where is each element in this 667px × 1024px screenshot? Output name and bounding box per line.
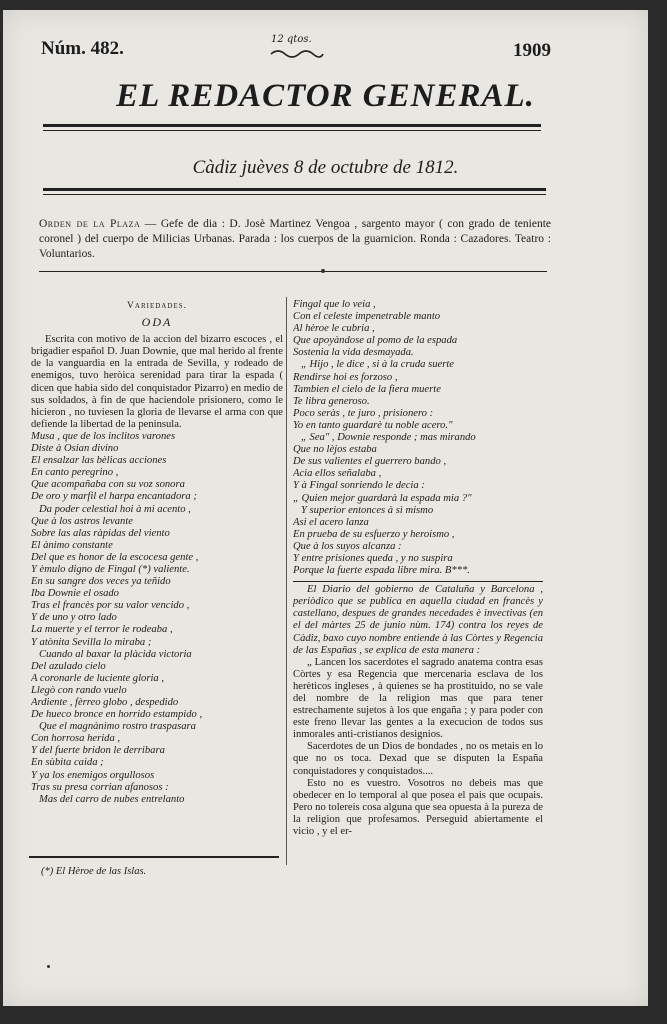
right-verse-line: De sus valientes el guerrero bando , (293, 456, 447, 468)
right-verse-line: En prueba de su esfuerzo y heroismo , (293, 528, 455, 540)
right-verse-line: Tambien el cielo de la fiera muerte (293, 383, 441, 395)
divider-dot (321, 269, 325, 273)
section-variedades: Variedades. (127, 301, 187, 311)
left-verse-line: Y èmulo digno de Fingal (*) valiente. (31, 563, 190, 575)
right-verse-line: Te libra generoso. (293, 395, 370, 407)
right-verse-line: „ Sea" , Downie responde ; mas mirando (301, 432, 476, 444)
left-verse-line: El ensalzar las bèlicas acciones (31, 455, 167, 467)
right-verse-line: „ Quien mejor guardarà la espada mia ?" (293, 492, 472, 504)
right-verse-line: Asi el acero lanza (293, 516, 369, 528)
masthead-rule-thick (43, 124, 541, 127)
dateline: Càdiz juèves 8 de octubre de 1812. (192, 157, 459, 178)
left-verse-line: De oro y marfil el harpa encantadora ; (31, 491, 197, 503)
section-divider (39, 271, 547, 272)
orden-de-la-plaza (39, 217, 551, 262)
newspaper-page (3, 10, 648, 1006)
left-verse-line: Que à los astros levante (31, 515, 134, 527)
left-verse-line: Da poder celestial hoi à mi acento , (39, 503, 191, 515)
left-verse-line: Con horrosa herida , (31, 733, 121, 745)
right-verse-line: Que à los suyos alcanza : (293, 540, 402, 552)
page-mark-dot (47, 965, 50, 968)
right-verse-line: Poco seràs , te juro , prisionero : (293, 407, 434, 419)
right-verse-line: Rendirse hoi es forzoso , (293, 371, 398, 383)
right-verse-line: Yo en tanto guardarè tu noble acero." (293, 419, 453, 431)
left-column (31, 300, 283, 806)
right-verse-line: Con el celeste impenetrable manto (293, 311, 441, 323)
left-verses (31, 431, 283, 806)
right-verse-line: Y superior entonces à sì mismo (301, 504, 434, 516)
dateline-rule-thin (43, 194, 546, 195)
left-verse-line: Del que es honor de la escocesa gente , (31, 551, 199, 563)
quote-paragraph: Esto no es vuestro. Vosotros no debeis mas que obedecer en lo temporal al que posea el pais que ocupais. Pero no tolereis cosa alguna que sea opuesta à la pureza de la religion que profesamos. Perseguid abiertamente el vicio , y el er- (293, 777, 543, 838)
ornament-squiggle-icon (269, 48, 325, 60)
right-verse-line: Que no lèjos estaba (293, 444, 377, 456)
dateline-rule-thick (43, 188, 546, 191)
left-verse-line: A coronarle de luciente gloria , (31, 672, 164, 684)
right-verse-line: Sostenia la vida desmayada. (293, 347, 414, 359)
price-note: 12 qtos. (271, 34, 312, 45)
right-column (293, 299, 543, 838)
newspaper-title: EL REDACTOR GENERAL. (116, 78, 535, 114)
left-verse-line: El ànimo constante (31, 539, 113, 551)
left-verse-line: Y atònita Sevilla lo miraba ; (31, 636, 152, 648)
left-verse-line: En su sangre dos veces ya teñido (31, 576, 171, 588)
left-verse-line: Mas del carro de nubes entrelanto (39, 793, 185, 805)
left-verse-line: Tras el francès por su valor vencido , (31, 600, 190, 612)
column-divider (286, 297, 287, 865)
masthead-rule-thin (43, 130, 541, 131)
left-verse-line: La muerte y el terror le rodeaba , (31, 624, 173, 636)
left-verse-line: Sobre las alas ràpidas del viento (31, 527, 170, 539)
left-verse-line: Diste à Osian divino (31, 443, 119, 455)
left-verse-line: Cuando al baxar la plàcida victoria (39, 648, 192, 660)
page-number: 1909 (513, 40, 551, 61)
oda-intro: Escrita con motivo de la accion del bizarro escoces , el brigadier español D. Juan Downie, que mal herido al frente de la vanguardia en la entrada de Sevilla, y rodeado de enemigos, tuvo heròica serenidad para tirar la espada ( dicen que habia sido del conquistador Pizarro) en medio de sus soldados, à fin de que haciendole prisionero, como le hicieron , no tuviesen la gloria de llevarse el arma con que defiende la libertad de la peninsula. (31, 334, 283, 430)
left-verse-line: Llegò con rando vuelo (31, 684, 127, 696)
left-verse-line: Musa , que de los inclitos varones (31, 430, 176, 442)
right-verse-line: Y entre prisiones queda , y no suspira (293, 552, 453, 564)
diario-paragraph: El Diario del gobierno de Cataluña y Barcelona , periòdico que se publica en aquella ciudad en francès y castellano, despues de grandes necedades è invectivas (en el del màrtes 25 de junio nùm. 174) contra los reyes de Càdiz, baxo cuyo nombre entiende à las Còrtes y Regencia de las Españas , se explica de esta manera : (293, 584, 543, 656)
oda-title: ODA (141, 315, 173, 330)
right-verse-line: Porque la fuerte espada libre mira. B***. (293, 565, 470, 577)
right-verses (293, 299, 543, 577)
orden-label: Orden de la Plaza (39, 218, 141, 230)
left-verse-line: Tras su presa corrian afanosos : (31, 781, 169, 793)
right-verse-line: Al hèroe le cubria , (293, 323, 375, 335)
left-verse-line: En canto peregrino , (31, 467, 119, 479)
left-verse-line: Y ya los enemigos orgullosos (31, 769, 155, 781)
footnote: (*) El Hèroe de las Islas. (41, 866, 147, 877)
left-verse-line: Que acompañaba con su voz sonora (31, 479, 185, 491)
right-verse-line: Y à Fingal sonriendo le decia : (293, 480, 425, 492)
right-column-rule (293, 581, 543, 582)
left-verse-line: Ardiente , fèrreo globo , despedido (31, 697, 179, 708)
left-verse-line: Iba Downie el osado (31, 588, 119, 600)
right-verse-line: Acia ellos señalaba , (293, 468, 382, 480)
quote-paragraph: „ Lancen los sacerdotes el sagrado anatema contra esas Còrtes y esa Regencia que mercenaria esclava de los herèticos ingleses , à quienes se ha prostituido, no se vale del nombre de la religion mas que para tener estrechamente sujetos à los que engaña ; y para poder con este freno llevar las gentes a la execucion de todos sus inmorales anti-cristianos designios. (293, 656, 543, 741)
footnote-rule (29, 856, 279, 858)
left-verse-line: De hueco bronce en horrido estampido , (31, 709, 203, 721)
right-verse-line: Que apoyàndose al pomo de la espada (293, 335, 458, 347)
left-verse-line: Y de uno y otro lado (31, 612, 117, 624)
right-verse-line: Fingal que lo veia , (293, 299, 376, 310)
left-verse-line: Que el magnànimo rostro traspasara (39, 721, 196, 733)
left-verse-line: Del azulado cielo (31, 660, 106, 672)
orden-text: — Gefe de dia : D. Josè Martinez Vengoa , sargento mayor ( con grado de teniente coronel ) del cuerpo de Milicias Urbanas. Parada : los cuerpos de la guarnicion. Ronda : Cazadores. Teatro : Voluntarios. (39, 218, 551, 260)
left-verse-line: Y del fuerte bridon le derribara (31, 745, 165, 757)
right-verse-line: „ Hijo , le dice , si à la cruda suerte (301, 359, 455, 371)
quote-paragraph: Sacerdotes de un Dios de bondades , no os metais en lo que no os toca. Dexad que se disputen la España conquistadores y conquistados.... (293, 741, 543, 777)
left-verse-line: En sùbita caida ; (31, 757, 104, 769)
issue-number: Núm. 482. (41, 38, 124, 59)
quote-block (293, 657, 543, 838)
